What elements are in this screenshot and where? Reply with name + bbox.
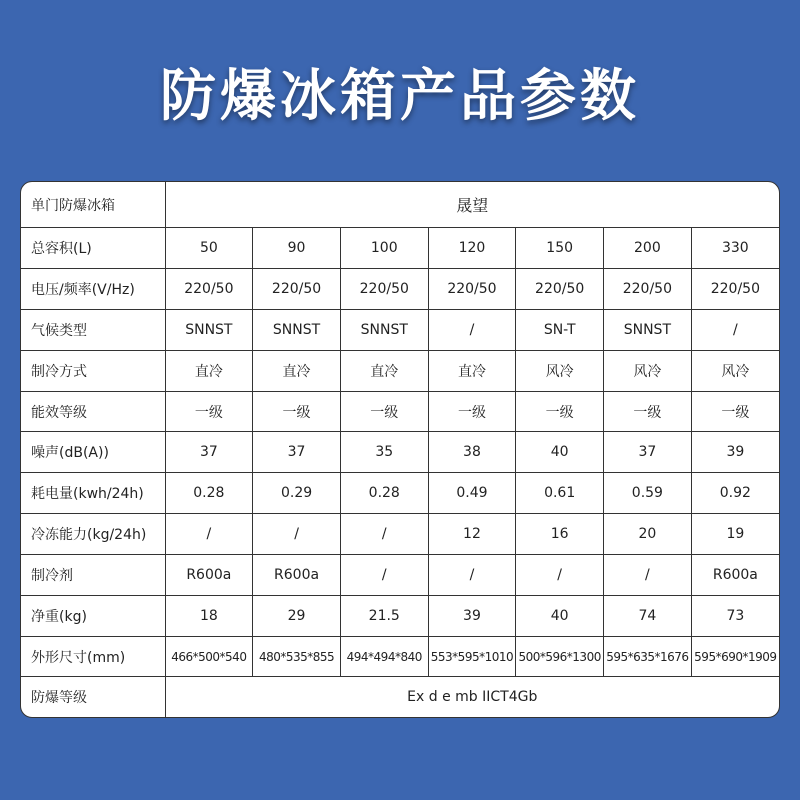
- table-cell: 风冷: [604, 350, 692, 391]
- row-label: 单门防爆冰箱: [21, 182, 165, 228]
- row-label: 外形尺寸(mm): [21, 636, 165, 677]
- table-cell: 37: [604, 432, 692, 473]
- explosion-grade-cell: Ex d e mb IICT4Gb: [165, 677, 779, 717]
- row-label: 能效等级: [21, 391, 165, 432]
- row-label: 净重(kg): [21, 595, 165, 636]
- table-cell: 220/50: [340, 269, 428, 310]
- table-cell: 595*635*1676: [604, 636, 692, 677]
- table-cell: 90: [253, 228, 341, 269]
- table-cell: /: [253, 514, 341, 555]
- table-cell: /: [165, 514, 253, 555]
- table-cell: 29: [253, 595, 341, 636]
- table-cell: 150: [516, 228, 604, 269]
- table-cell: 73: [691, 595, 779, 636]
- table-row: [21, 636, 779, 677]
- row-label: 电压/频率(V/Hz): [21, 269, 165, 310]
- table-cell: 500*596*1300: [516, 636, 604, 677]
- table-cell: 21.5: [340, 595, 428, 636]
- table-cell: R600a: [165, 554, 253, 595]
- footer-row: [21, 677, 779, 717]
- row-label: 总容积(L): [21, 228, 165, 269]
- table-cell: /: [340, 554, 428, 595]
- table-row: [21, 554, 779, 595]
- table-cell: 一级: [691, 391, 779, 432]
- table-row: [21, 269, 779, 310]
- table-cell: /: [691, 309, 779, 350]
- table-row: [21, 473, 779, 514]
- table-cell: SNNST: [604, 309, 692, 350]
- table-cell: SNNST: [165, 309, 253, 350]
- table-cell: 18: [165, 595, 253, 636]
- row-label: 噪声(dB(A)): [21, 432, 165, 473]
- table-cell: 220/50: [691, 269, 779, 310]
- table-cell: 220/50: [165, 269, 253, 310]
- table-cell: 0.28: [340, 473, 428, 514]
- row-label: 耗电量(kwh/24h): [21, 473, 165, 514]
- table-cell: 一级: [516, 391, 604, 432]
- table-cell: 200: [604, 228, 692, 269]
- table-row: [21, 595, 779, 636]
- table-cell: 风冷: [691, 350, 779, 391]
- table-cell: SN-T: [516, 309, 604, 350]
- table-cell: 直冷: [428, 350, 516, 391]
- table-cell: 20: [604, 514, 692, 555]
- table-cell: /: [604, 554, 692, 595]
- table-cell: /: [428, 554, 516, 595]
- table-cell: 220/50: [428, 269, 516, 310]
- table-cell: 一级: [428, 391, 516, 432]
- table-cell: 0.29: [253, 473, 341, 514]
- table-cell: 0.61: [516, 473, 604, 514]
- row-label: 制冷方式: [21, 350, 165, 391]
- table-row: [21, 350, 779, 391]
- table-cell: 50: [165, 228, 253, 269]
- table-cell: 风冷: [516, 350, 604, 391]
- table-cell: 19: [691, 514, 779, 555]
- table-cell: 466*500*540: [165, 636, 253, 677]
- table-cell: 595*690*1909: [691, 636, 779, 677]
- table-cell: R600a: [691, 554, 779, 595]
- table-cell: 37: [253, 432, 341, 473]
- table-cell: 12: [428, 514, 516, 555]
- table-cell: 0.92: [691, 473, 779, 514]
- table-cell: 直冷: [253, 350, 341, 391]
- page-title: 防爆冰箱产品参数: [160, 64, 640, 129]
- table-cell: SNNST: [253, 309, 341, 350]
- table-cell: R600a: [253, 554, 341, 595]
- table-cell: 38: [428, 432, 516, 473]
- row-label: 气候类型: [21, 309, 165, 350]
- table-cell: SNNST: [340, 309, 428, 350]
- table-row: [21, 432, 779, 473]
- row-label: 冷冻能力(kg/24h): [21, 514, 165, 555]
- table-cell: 0.59: [604, 473, 692, 514]
- table-cell: 553*595*1010: [428, 636, 516, 677]
- table-cell: /: [340, 514, 428, 555]
- table-cell: 一级: [165, 391, 253, 432]
- table-cell: 一级: [253, 391, 341, 432]
- table-cell: /: [516, 554, 604, 595]
- table-row: [21, 309, 779, 350]
- table-cell: 330: [691, 228, 779, 269]
- table-cell: 220/50: [604, 269, 692, 310]
- table-cell: 120: [428, 228, 516, 269]
- row-label: 制冷剂: [21, 554, 165, 595]
- table-cell: 40: [516, 432, 604, 473]
- row-label: 防爆等级: [21, 677, 165, 717]
- table-cell: 39: [428, 595, 516, 636]
- table-cell: 100: [340, 228, 428, 269]
- table-cell: 494*494*840: [340, 636, 428, 677]
- table-cell: 480*535*855: [253, 636, 341, 677]
- table-cell: 37: [165, 432, 253, 473]
- table-row: [21, 514, 779, 555]
- table-cell: 0.49: [428, 473, 516, 514]
- table-cell: 16: [516, 514, 604, 555]
- table-cell: 直冷: [340, 350, 428, 391]
- table-cell: 一级: [340, 391, 428, 432]
- table-row: [21, 391, 779, 432]
- table-cell: 40: [516, 595, 604, 636]
- brand-cell: 晟望: [165, 182, 779, 228]
- table-cell: 35: [340, 432, 428, 473]
- header-row: [21, 182, 779, 228]
- table-cell: 220/50: [516, 269, 604, 310]
- table-cell: 74: [604, 595, 692, 636]
- spec-table: [20, 181, 780, 718]
- table-cell: 直冷: [165, 350, 253, 391]
- table-cell: 0.28: [165, 473, 253, 514]
- table-row: [21, 228, 779, 269]
- table-cell: 220/50: [253, 269, 341, 310]
- table-cell: 一级: [604, 391, 692, 432]
- table-cell: /: [428, 309, 516, 350]
- table-cell: 39: [691, 432, 779, 473]
